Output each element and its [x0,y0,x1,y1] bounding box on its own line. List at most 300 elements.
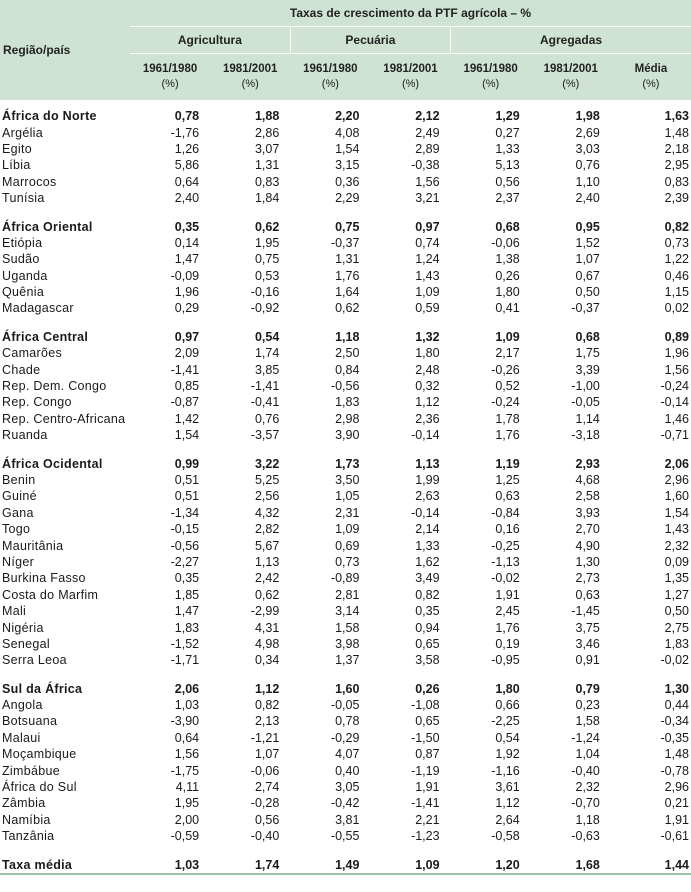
table-row [0,521,691,537]
table-row [0,795,691,811]
table-cell: 3,46 [575,636,600,651]
table-cell: 0,56 [254,812,280,827]
table-cell: 1,12 [415,395,440,410]
row-name: Egito [2,141,32,156]
table-cell: 0,51 [174,473,200,487]
table-cell: 3,15 [335,158,360,173]
table-cell: 1,92 [495,747,520,762]
table-cell: 2,56 [254,489,280,504]
table-cell: 0,02 [664,301,689,316]
column-header: 1961/1980 (%) [130,54,210,101]
spacer-row [0,100,691,108]
table-cell: -0,42 [330,796,360,811]
table-cell: 2,00 [174,812,200,827]
table-cell: 0,67 [575,268,600,283]
table-cell: -0,87 [170,395,200,410]
table-cell: -0,28 [250,796,280,811]
table-cell: 1,85 [174,587,200,602]
table-cell: 3,85 [254,362,280,377]
table-cell: 0,26 [495,268,520,283]
table-cell: 1,13 [254,554,280,569]
table-cell: 5,25 [254,473,280,487]
table-cell: 1,15 [664,285,689,300]
table-cell: -1,00 [571,379,600,394]
table-cell: -3,18 [571,428,600,443]
table-cell: -0,55 [330,829,360,844]
table-cell: 2,32 [664,538,689,553]
table-row [0,636,691,652]
spacer-row [0,317,691,329]
table-cell: 1,56 [415,174,440,189]
row-name: Rep. Dem. Congo [2,379,107,394]
table-cell: 3,39 [575,362,600,377]
table-cell: 2,36 [415,411,440,426]
table-row [0,427,691,443]
table-cell: 1,38 [495,252,520,267]
table-cell: 1,12 [495,796,520,811]
table-cell: 1,26 [174,141,200,156]
table-row [0,284,691,300]
table-cell: 1,91 [415,780,440,795]
table-cell: 2,63 [415,489,440,504]
table-cell: -1,34 [170,505,200,520]
table-cell: 2,86 [254,125,280,140]
row-name: África Central [2,329,89,344]
row-name: Mauritânia [2,538,64,553]
table-cell: 3,81 [335,812,360,827]
column-header: 1961/1980 (%) [451,54,531,101]
table-row [0,505,691,521]
group-header-agricultura: Agricultura [130,27,290,54]
table-cell: 2,96 [664,473,689,487]
table-row [0,746,691,762]
table-cell: -0,61 [660,829,689,844]
row-name: Rep. Congo [2,395,72,410]
table-cell: 1,43 [415,268,440,283]
row-name: África do Sul [2,780,77,795]
region-row [0,455,691,471]
table-cell: 0,91 [575,653,600,668]
table-cell: -0,40 [250,829,280,844]
table-cell: 2,75 [664,620,689,635]
table-cell: 0,36 [335,174,360,189]
table-cell: 0,97 [415,219,440,234]
table-cell: 0,54 [254,329,280,344]
table-cell: 3,22 [254,456,280,471]
table-cell: 0,99 [174,456,200,471]
table-row [0,713,691,729]
table-cell: -0,84 [491,505,520,520]
table-cell: 0,83 [254,174,280,189]
table-cell: 1,04 [575,747,600,762]
table-cell: -1,08 [411,698,440,713]
table-cell: 2,89 [415,141,440,156]
row-name: Botsuana [2,714,58,729]
table-cell: 2,20 [335,109,360,124]
table-cell: 3,14 [335,604,360,619]
table-cell: -0,92 [250,301,280,316]
table-cell: 1,07 [254,747,280,762]
table-cell: 1,09 [495,329,520,344]
table-row [0,570,691,586]
table-cell: 0,59 [415,301,440,316]
row-name: Sudão [2,252,40,267]
table-cell: -1,21 [250,730,280,745]
table-cell: 1,10 [575,174,600,189]
table-cell: 0,56 [495,174,520,189]
table-cell: 0,50 [575,285,600,300]
table-cell: -1,13 [491,554,520,569]
table-cell: 5,67 [254,538,280,553]
table-cell: 4,98 [254,636,280,651]
table-cell: 0,50 [664,604,689,619]
row-name: Zâmbia [2,796,46,811]
table-cell: 0,27 [495,125,520,140]
table-row [0,141,691,157]
row-name: Madagascar [2,301,74,316]
table-cell: 0,65 [415,714,440,729]
row-name: Serra Leoa [2,653,67,668]
table-cell: 0,63 [495,489,520,504]
row-name: Níger [2,554,35,569]
table-cell: 0,73 [664,235,689,250]
table-cell: 0,82 [415,587,440,602]
table-cell: 1,37 [335,653,360,668]
table-row [0,619,691,635]
table-cell: 2,06 [664,456,689,471]
table-cell: 3,03 [575,141,600,156]
table-cell: 1,58 [335,620,360,635]
table-cell: 1,74 [210,856,290,873]
table-cell: 1,52 [575,235,600,250]
table-cell: -1,71 [170,653,200,668]
table-cell: 1,09 [415,285,440,300]
spacer-row [0,844,691,856]
table-cell: -0,06 [491,235,520,250]
column-header: 1981/2001 (%) [531,54,611,101]
table-cell: -0,58 [491,829,520,844]
table-row [0,730,691,746]
table-cell: 0,82 [664,219,689,234]
table-cell: 0,74 [415,235,440,250]
table-cell: 1,91 [664,812,689,827]
table-row [0,124,691,140]
table-cell: 1,09 [335,522,360,537]
table-row [0,697,691,713]
table-cell: 2,49 [415,125,440,140]
table-cell: -0,59 [170,829,200,844]
table-cell: 1,22 [664,252,689,267]
spacer-row [0,443,691,455]
table-cell: 1,54 [335,141,360,156]
table-cell: 4,07 [335,747,360,762]
row-name: Camarões [2,346,63,361]
row-name: Rep. Centro-Africana [2,411,126,426]
table-cell: -0,95 [491,653,520,668]
table-cell: 2,42 [254,571,280,586]
table-cell: 1,24 [415,252,440,267]
table-cell: 1,62 [415,554,440,569]
table-cell: -0,29 [330,730,360,745]
table-cell: 3,21 [415,191,440,206]
table-cell: -3,57 [250,428,280,443]
table-row [0,554,691,570]
table-cell: 2,74 [254,780,280,795]
table-cell: 1,18 [335,329,360,344]
table-cell: -0,38 [411,158,440,173]
row-name: Chade [2,362,41,377]
column-header: 1961/1980 (%) [290,54,370,101]
table-cell: 3,98 [335,636,360,651]
table-cell: 3,07 [254,141,280,156]
table-cell: 0,65 [415,636,440,651]
table-cell: 0,64 [174,730,200,745]
table-cell: 1,96 [174,285,200,300]
table-cell: 0,73 [335,554,360,569]
table-cell: -0,02 [660,653,689,668]
table-cell: 2,14 [415,522,440,537]
table-cell: 2,39 [664,191,689,206]
table-cell: 0,41 [495,301,520,316]
row-name: Tunísia [2,191,45,206]
table-cell: 1,18 [575,812,600,827]
table-cell: 1,80 [495,285,520,300]
table-cell: 2,69 [575,125,600,140]
region-row [0,108,691,124]
table-cell: 0,68 [495,219,520,234]
table-cell: -0,37 [330,235,360,250]
table-cell: 1,09 [370,856,450,873]
row-name: Senegal [2,636,50,651]
table-row [0,190,691,206]
table-cell: 1,30 [575,554,600,569]
table-cell: -2,27 [170,554,200,569]
table-cell: -0,34 [660,714,689,729]
table-row [0,587,691,603]
table-cell: 0,34 [254,653,280,668]
table-cell: 3,61 [495,780,520,795]
table-cell: 1,91 [495,587,520,602]
table-cell: 0,82 [254,698,280,713]
table-cell: 2,50 [335,346,360,361]
table-cell: 2,93 [575,456,600,471]
table-cell: -2,25 [491,714,520,729]
row-name: Zimbábue [2,763,60,778]
table-cell: 0,63 [575,587,600,602]
group-header-agregadas: Agregadas [451,27,691,54]
table-cell: -0,15 [170,522,200,537]
table-cell: 2,21 [415,812,440,827]
table-cell: -1,24 [571,730,600,745]
table-cell: 4,11 [175,780,200,795]
table-cell: 1,98 [575,109,600,124]
table-cell: 1,14 [575,411,600,426]
table-row [0,472,691,488]
table-cell: 0,40 [335,763,360,778]
table-cell: 1,95 [254,235,280,250]
table-cell: 1,74 [254,346,280,361]
table-cell: 1,73 [335,456,360,471]
row-name: Malaui [2,730,41,745]
table-cell: 0,09 [664,554,689,569]
table-cell: 1,32 [415,329,440,344]
table-cell: 0,32 [415,379,440,394]
row-name: Marrocos [2,174,57,189]
table-cell: 0,21 [664,796,689,811]
table-cell: 4,32 [254,505,280,520]
table-cell: 4,31 [254,620,280,635]
table-cell: 0,78 [335,714,360,729]
table-cell: 0,62 [254,219,280,234]
column-header: 1981/2001 (%) [370,54,450,101]
table-row [0,300,691,316]
table-cell: 1,33 [415,538,440,553]
table-cell: 2,98 [335,411,360,426]
table-cell: 2,95 [664,158,689,173]
table-cell: 2,37 [495,191,520,206]
table-cell: -0,71 [660,428,689,443]
table-cell: 1,19 [495,456,520,471]
table-cell: 0,68 [575,329,600,344]
table-cell: -0,14 [411,428,440,443]
table-cell: 1,54 [664,505,689,520]
table-cell: 0,75 [335,219,360,234]
table-cell: 1,84 [254,191,280,206]
row-name: Quênia [2,285,45,300]
table-cell: -0,63 [571,829,600,844]
row-name: Tanzânia [2,829,55,844]
table-cell: 1,44 [611,856,691,873]
row-name: Ruanda [2,428,48,443]
table-cell: 0,95 [575,219,600,234]
table-cell: -1,19 [411,763,440,778]
table-cell: 0,89 [664,329,689,344]
table-cell: 2,06 [174,681,200,696]
table-cell: 0,78 [174,109,200,124]
table-cell: 0,64 [174,174,200,189]
table-row [0,652,691,668]
table-cell: 2,40 [174,191,200,206]
table-cell: 1,83 [335,395,360,410]
table-cell: 0,75 [254,252,280,267]
table-cell: 2,81 [335,587,360,602]
table-cell: 0,62 [335,301,360,316]
table-cell: -0,40 [571,763,600,778]
table-cell: 1,31 [254,158,280,173]
table-cell: 2,17 [495,346,520,361]
table-cell: 0,66 [495,698,520,713]
table-cell: 1,76 [495,620,520,635]
row-name: Argélia [2,125,44,140]
table-cell: 0,62 [254,587,280,602]
table-cell: 4,08 [335,125,360,140]
table-cell: 3,58 [415,653,440,668]
table-cell: 0,94 [415,620,440,635]
table-cell: 1,80 [495,681,520,696]
table-cell: 1,48 [664,747,689,762]
table-cell: -0,06 [250,763,280,778]
table-cell: 1,42 [174,411,200,426]
table-cell: 1,27 [664,587,689,602]
table-row [0,411,691,427]
table-cell: 1,58 [575,714,600,729]
table-cell: 1,46 [664,411,689,426]
table-cell: 0,35 [174,571,200,586]
table-row [0,828,691,844]
table-cell: 0,19 [495,636,520,651]
table-cell: 1,76 [495,428,520,443]
row-name: África Ocidental [2,456,103,471]
table-cell: 1,49 [290,856,370,873]
table-cell: 0,51 [174,489,200,504]
group-header-pecuaria: Pecuária [290,27,450,54]
table-cell: -1,41 [411,796,440,811]
table-cell: 4,90 [575,538,600,553]
table-row [0,157,691,173]
table-cell: 0,44 [664,698,689,713]
table-row [0,345,691,361]
table-cell: -1,75 [170,763,200,778]
table-row [0,378,691,394]
table-cell: -0,56 [330,379,360,394]
table-cell: 1,30 [664,681,689,696]
row-name: Uganda [2,268,48,283]
table-cell: 1,60 [664,489,689,504]
table-cell: -0,78 [660,763,689,778]
table-cell: 1,88 [254,109,280,124]
table-cell: -0,89 [330,571,360,586]
row-name: Taxa média [0,856,130,873]
table-cell: 0,54 [495,730,520,745]
table-cell: 1,31 [335,252,360,267]
table-cell: 1,25 [495,473,520,487]
table-cell: -1,50 [411,730,440,745]
table-cell: 5,13 [495,158,520,173]
table-cell: -1,52 [170,636,200,651]
table-cell: 1,20 [451,856,531,873]
table-row [0,779,691,795]
table-cell: 0,83 [664,174,689,189]
table-cell: 1,43 [664,522,689,537]
table-cell: -0,25 [491,538,520,553]
table-cell: -0,09 [170,268,200,283]
row-name: Nigéria [2,620,44,635]
table-cell: 0,76 [575,158,600,173]
table-cell: 1,56 [174,747,200,762]
table-cell: 0,53 [254,268,280,283]
table-cell: 2,40 [575,191,600,206]
row-name: Sul da África [2,681,83,696]
table-cell: -1,41 [250,379,280,394]
table-cell: 0,69 [335,538,360,553]
table-cell: -3,90 [170,714,200,729]
table-cell: 3,05 [335,780,360,795]
table-cell: 2,45 [495,604,520,619]
region-row [0,218,691,234]
row-name: Líbia [2,158,31,173]
row-name: Guiné [2,489,37,504]
table-cell: 1,48 [664,125,689,140]
spacer-row [0,206,691,218]
table-cell: 0,79 [575,681,600,696]
table-cell: 0,85 [174,379,200,394]
table-cell: 1,80 [415,346,440,361]
table-cell: 0,35 [415,604,440,619]
table-cell: 1,75 [575,346,600,361]
table-cell: 0,97 [174,329,200,344]
row-name: Burkina Fasso [2,571,86,586]
table-row [0,488,691,504]
